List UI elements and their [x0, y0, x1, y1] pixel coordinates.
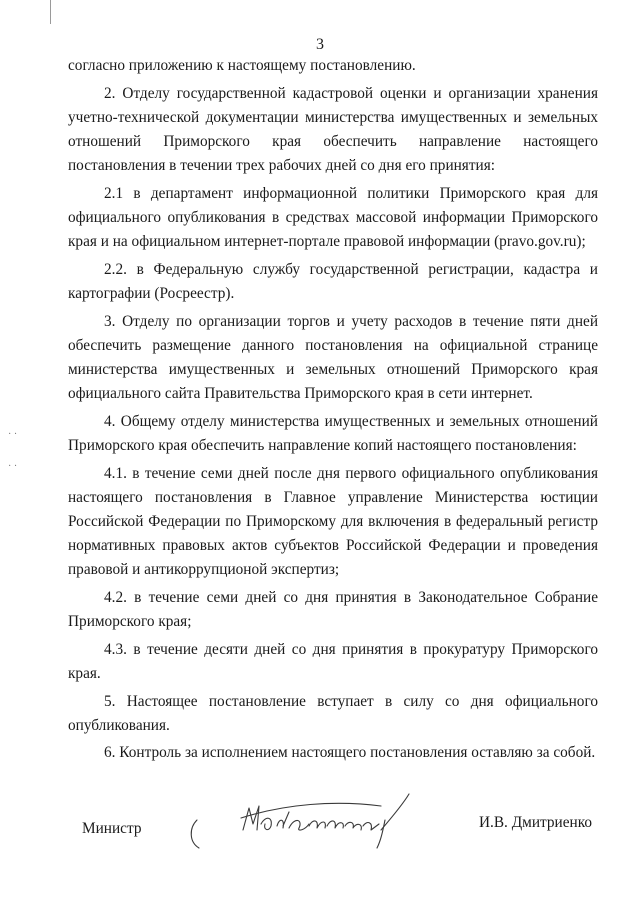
paragraph-item-2: 2. Отделу государственной кадастровой оценки и организации хранения учетно-технической документации министерства имущественных и земельных отношений Приморского края обеспечить направление настоящего постановления в течении трех рабочих дней со дня его принятия:: [68, 84, 598, 175]
paragraph-item-4-1: 4.1. в течение семи дней после дня первого официального опубликования настоящего постановления в Главное управление Министерства юстиции Российской Федерации по Приморскому для включения в федеральный регистр нормативных правовых актов субъектов Российской Федерации и проведения правовой и антикоррупционой экспертиз;: [68, 464, 598, 579]
scan-speck: · ·: [8, 461, 18, 472]
handwritten-signature: [185, 790, 415, 852]
paragraph-item-4: 4. Общему отделу министерства имущественных и земельных отношений Приморского края обеспечить направление копий настоящего постановления:: [68, 412, 598, 454]
signatory-title: Министр: [82, 820, 142, 837]
scan-edge-line: [50, 0, 51, 24]
document-body: [68, 54, 598, 769]
paragraph-item-3: 3. Отделу по организации торгов и учету расходов в течение пяти дней обеспечить размещение данного постановления на официальной странице министерства имущественных и земельных отношений Приморского края официального сайта Правительства Приморского края в сети интернет.: [68, 312, 598, 403]
paragraph-continuation: согласно приложению к настоящему постановлению.: [68, 57, 416, 74]
scan-speck: · ·: [8, 429, 18, 440]
page-number: 3: [316, 36, 324, 53]
signatory-name: И.В. Дмитриенко: [478, 814, 592, 831]
paragraph-item-4-3: 4.3. в течение десяти дней со дня принятия в прокуратуру Приморского края.: [68, 640, 598, 682]
signature-block: [0, 790, 640, 860]
paragraph-item-2-2: 2.2. в Федеральную службу государственной регистрации, кадастра и картографии (Росреестр).: [68, 260, 598, 302]
paragraph-item-4-2: 4.2. в течение семи дней со дня принятия в Законодательное Собрание Приморского края;: [68, 589, 598, 631]
paragraph-item-6: 6. Контроль за исполнением настоящего постановления оставляю за собой.: [104, 744, 596, 762]
paragraph-item-5: 5. Настоящее постановление вступает в силу со дня официального опубликования.: [68, 692, 598, 734]
paragraph-item-2-1: 2.1 в департамент информационной политики Приморского края для официального опубликования в средствах массовой информации Приморского края и на официальном интернет-портале правовой информации (pravo.gov.ru);: [68, 184, 598, 251]
